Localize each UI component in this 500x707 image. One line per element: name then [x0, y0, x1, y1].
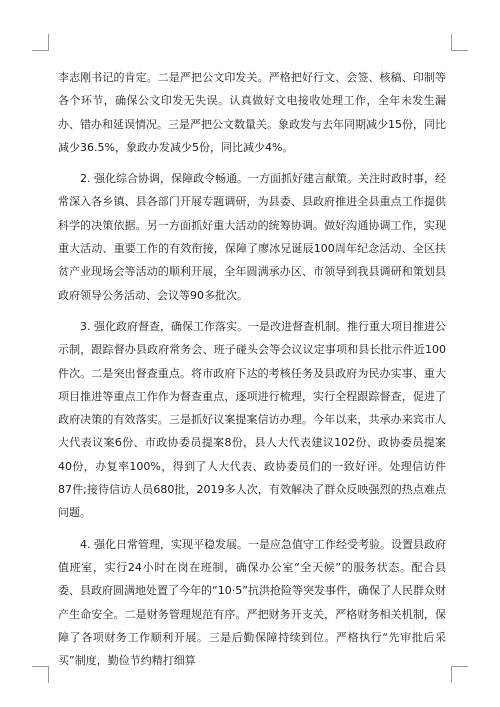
paragraph-daily-management: 4. 强化日常管理，实现平稳发展。一是应急值守工作经受考验。设置县政府值班室，实行24小时在岗在班制，确保办公室“全天候”的服务状态。配合县委、县政府圆满地处置了今年的“10·5”抗洪抢险等突发事件，确保了人民群众财产生命安全。二是财务管理规范有序。严把财务开支关，严格财务相关机制，保障了各项财务工作顺利开展。三是后勤保障持续到位。严格执行“先审批后采买”制度，勤俭节约精打细算: [58, 537, 446, 668]
paragraph-continuation: 李志刚书记的肯定。二是严把公文印发关。严格把好行文、会签、核稿、印制等各个环节，确保公文印发无失误。认真做好文电接收处理工作，全年未发生漏办、错办和延误情况。三是严把公文数量关。象政发与去年同期减少15份，同比减少36.5%，象政办发减少5份，同比减少4%。: [58, 71, 446, 154]
paragraph-supervision: 3. 强化政府督查，确保工作落实。一是改进督查机制。推行重大项目推进公示制，跟踪督办县政府常务会、班子碰头会等会议议定事项和县长批示件近100件次。二是突出督查重点。将市政府下达的考核任务及县政府为民办实事、重大项目推进等重点工作作为督查重点，逐项进行梳理，实行全程跟踪督查，促进了政府决策的有效落实。三是抓好议案提案信访办理。今年以来，共承办来宾市人大代表议案6份、市政协委员提案8份，县人大代表建议102份、政协委员提案40份，办复率100%，得到了人大代表、政协委员们的一致好评。处理信访件87件;接待信访人员680批，2019多人次，有效解决了群众反映强烈的热点难点问题。: [58, 319, 446, 520]
crop-mark-bottom-left: [32, 666, 49, 683]
paragraph-coordination: 2. 强化综合协调，保障政令畅通。一方面抓好建言献策。关注时政时事，经常深入各乡镇、县各部门开展专题调研，为县委、县政府推进全县重点工作提供科学的决策依据。另一方面抓好重大活动的统筹协调。做好沟通协调工作，实现重大活动、重要工作的有效衔接，保障了廖冰兄诞辰100周年纪念活动、全区扶贫产业现场会等活动的顺利开展，全年圆满承办区、市领导到我县调研和策划县政府领导公务活动、会议等90多批次。: [58, 172, 446, 302]
document-body: [58, 66, 446, 680]
crop-mark-bottom-right: [451, 666, 468, 683]
crop-mark-top-left: [32, 34, 49, 51]
crop-mark-top-right: [451, 34, 468, 51]
